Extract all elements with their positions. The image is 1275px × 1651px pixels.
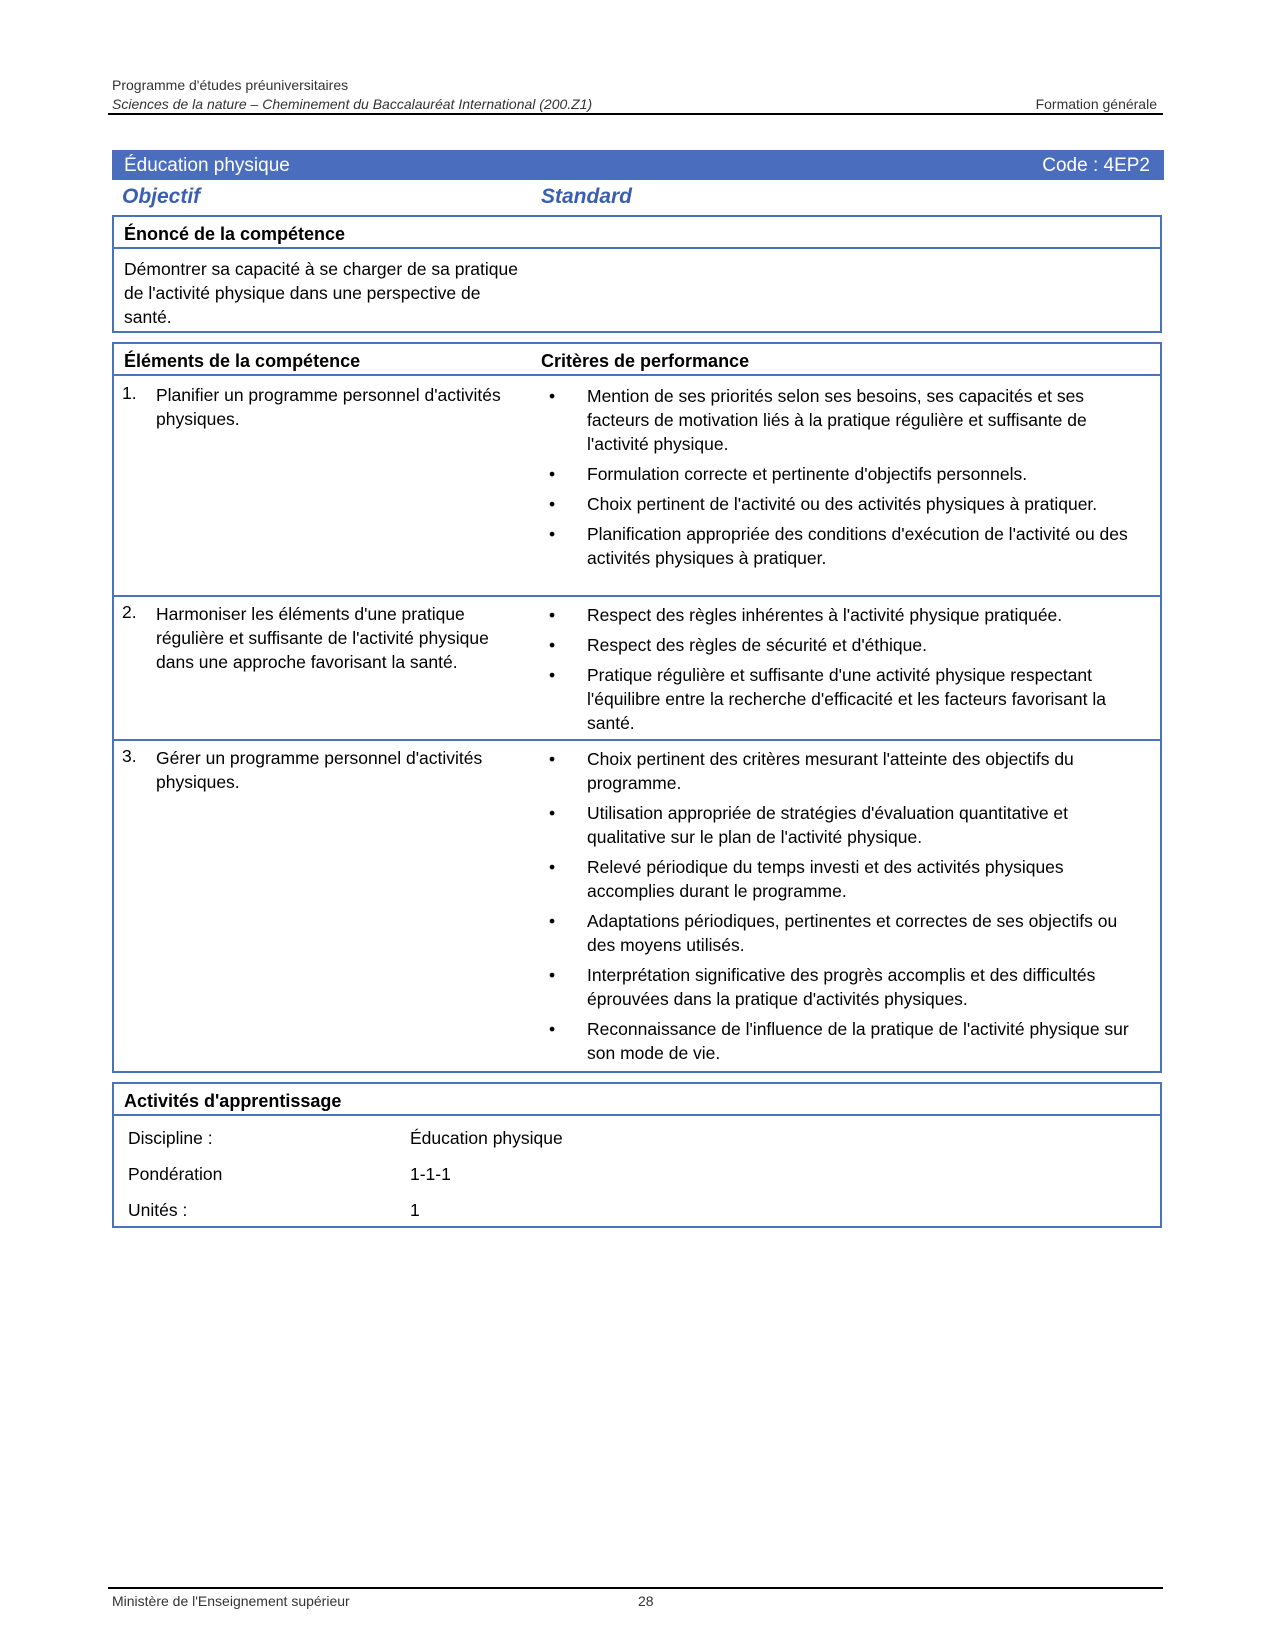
criterion-item: • Formulation correcte et pertinente d'objectifs personnels. — [549, 464, 1028, 484]
activites-header-label: Activités d'apprentissage — [124, 1091, 342, 1111]
activites-header — [114, 1084, 1160, 1116]
elements-section — [112, 342, 1162, 1073]
elements-header — [114, 344, 1160, 376]
element-row — [114, 739, 1160, 1071]
element-row — [114, 595, 1160, 739]
course-title-bar — [112, 150, 1164, 180]
header-rule — [108, 113, 1163, 115]
elements-header-label: Éléments de la compétence — [124, 351, 361, 371]
criterion-item: • Choix pertinent de l'activité ou des activités physiques à pratiquer. — [549, 494, 1098, 514]
ponderation-value: 1-1-1 — [410, 1164, 451, 1184]
bullet-icon: • — [549, 857, 556, 877]
bullet-icon: • — [549, 803, 556, 823]
course-code — [1042, 155, 1150, 177]
criteria-list — [549, 384, 1149, 576]
bullet-icon: • — [549, 911, 556, 931]
criterion-item: • Pratique régulière et suffisante d'une activité physique respectant l'équilibre entre la recherche d'efficacité et les facteurs favorisant la santé. — [549, 665, 1106, 733]
course-code-value: 4EP2 — [1103, 155, 1150, 176]
criterion-item: • Reconnaissance de l'influence de la pratique de l'activité physique sur son mode de vie. — [549, 1019, 1129, 1063]
page-header-section: Formation générale — [1035, 96, 1157, 112]
bullet-icon: • — [549, 464, 556, 484]
criterion-item: • Planification appropriée des conditions d'exécution de l'activité ou des activités physiques à pratiquer. — [549, 524, 1128, 568]
bullet-icon: • — [549, 1019, 556, 1039]
ponderation-label: Pondération — [128, 1164, 223, 1184]
criteria-list — [549, 603, 1149, 741]
discipline-value: Éducation physique — [410, 1128, 563, 1148]
objectif-label: Objectif — [122, 185, 201, 208]
bullet-icon: • — [549, 635, 556, 655]
element-number: 3. — [122, 746, 137, 766]
bullet-icon: • — [549, 386, 556, 406]
unites-value: 1 — [410, 1200, 420, 1220]
enonce-section — [112, 215, 1162, 333]
element-text: Planifier un programme personnel d'activités physiques. — [156, 385, 501, 429]
criterion-item: • Mention de ses priorités selon ses besoins, ses capacités et ses facteurs de motivation liés à la pratique régulière et suffisante de l'activité physique. — [549, 386, 1087, 454]
bullet-icon: • — [549, 665, 556, 685]
footer-rule — [108, 1587, 1163, 1589]
criteres-header-label: Critères de performance — [541, 351, 750, 371]
bullet-icon: • — [549, 524, 556, 544]
criterion-item: • Adaptations périodiques, pertinentes et correctes de ses objectifs ou des moyens utilisés. — [549, 911, 1118, 955]
standard-label: Standard — [541, 185, 633, 208]
bullet-icon: • — [549, 965, 556, 985]
discipline-label: Discipline : — [128, 1128, 213, 1148]
bullet-icon: • — [549, 494, 556, 514]
activites-section — [112, 1082, 1162, 1228]
criterion-item: • Interprétation significative des progrès accomplis et des difficultés éprouvées dans la pratique d'activités physiques. — [549, 965, 1096, 1009]
criterion-item: • Choix pertinent des critères mesurant l'atteinte des objectifs du programme. — [549, 749, 1074, 793]
criterion-item: • Utilisation appropriée de stratégies d'évaluation quantitative et qualitative sur le plan de l'activité physique. — [549, 803, 1069, 847]
course-code-label: Code : — [1042, 155, 1099, 176]
enonce-header-label: Énoncé de la compétence — [124, 224, 346, 244]
bullet-icon: • — [549, 749, 556, 769]
course-title: Éducation physique — [124, 155, 290, 176]
bullet-icon: • — [549, 605, 556, 625]
enonce-text: Démontrer sa capacité à se charger de sa pratique de l'activité physique dans une perspective de santé. — [124, 259, 518, 327]
criteria-list — [549, 747, 1149, 1071]
element-row — [114, 376, 1160, 595]
page-header-program-name: Sciences de la nature – Cheminement du Baccalauréat International (200.Z1) — [112, 96, 593, 112]
unites-label: Unités : — [128, 1200, 188, 1220]
criterion-item: • Respect des règles de sécurité et d'éthique. — [549, 635, 927, 655]
element-text: Gérer un programme personnel d'activités physiques. — [156, 748, 483, 792]
enonce-header — [114, 217, 1160, 249]
page-header-program: Programme d'études préuniversitaires — [112, 77, 349, 93]
element-text: Harmoniser les éléments d'une pratique régulière et suffisante de l'activité physique dans une approche favorisant la santé. — [156, 604, 489, 672]
page-header-subtitle — [112, 96, 1157, 112]
criterion-item: • Respect des règles inhérentes à l'activité physique pratiquée. — [549, 605, 1063, 625]
element-number: 1. — [122, 383, 137, 403]
footer-ministry: Ministère de l'Enseignement supérieur — [112, 1593, 350, 1609]
element-number: 2. — [122, 602, 137, 622]
criterion-item: • Relevé périodique du temps investi et des activités physiques accomplies durant le programme. — [549, 857, 1064, 901]
page-number: 28 — [638, 1593, 654, 1609]
